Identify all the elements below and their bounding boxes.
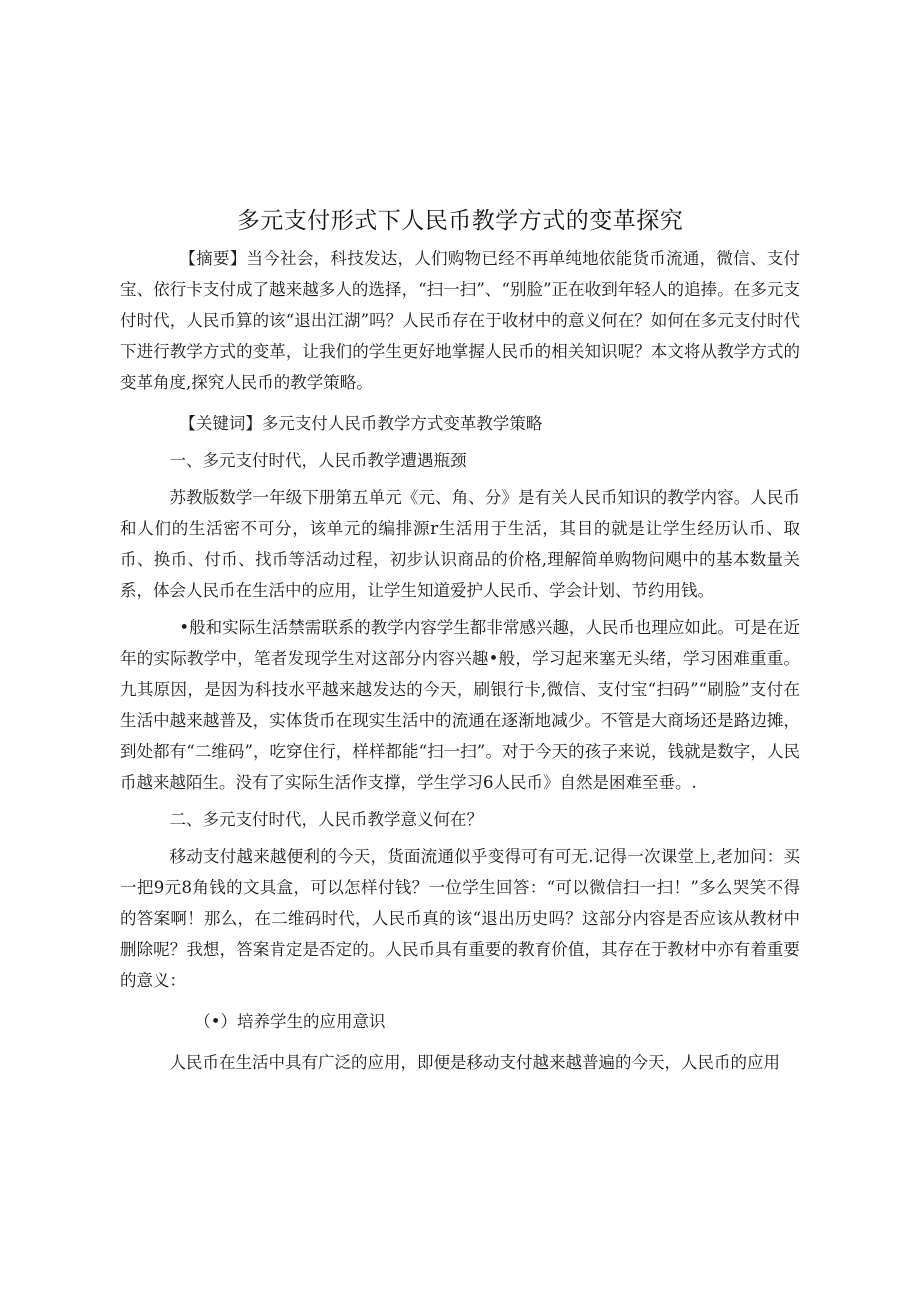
- abstract-paragraph: 【摘要】当今社会，科技发达，人们购物已经不再单纯地依能货币流通，微信、支付宝、依行卡支付成了越来越多人的选择，“扫一扫”、“别脸”正在收到年轻人的追捧。在多元支付时代，人民币算的该“退出江湖”吗？人民币存在于收材中的意义何在？如何在多元支付时代下进行教学方式的变革，让我们的学生更好地掌握人民币的相关知识呢？本文将从教学方式的变革角度,探究人民币的教学策略。: [120, 249, 800, 392]
- section2-paragraph-1: 移动支付越来越便利的今天，货面流通似乎变得可有可无.记得一次课堂上,老加问：买一把9元8角钱的文具盒，可以怎样付钱？一位学生回答：“可以微信扫一扫！”多么哭笑不得的答案啊！那么，在二维码时代，人民币真的该“退出历史吗？这部分内容是否应该从教材中删除呢？我想，答案肯定是否定的。人民币具有重要的教育价值，其存在于教材中亦有着重要的意义：: [120, 847, 800, 990]
- section-heading-1: 一、多元支付时代，人民币教学遭遇瓶颈: [169, 451, 467, 470]
- section-heading-2: 二、多元支付时代，人民币教学意义何在？: [169, 810, 483, 829]
- subsection-heading-1: （•）培养学生的应用意识: [194, 1012, 386, 1031]
- document-title: 多元支付形式下人民币教学方式的变革探究: [236, 208, 684, 234]
- keywords-paragraph: 【关键词】多元支付人民币教学方式变革教学策略: [179, 414, 543, 433]
- document-body: [120, 243, 800, 1078]
- subsection1-paragraph-1: 人民币在生活中具有广泛的应用，即便是移动支付越来越普遍的今天，人民币的应用: [169, 1053, 780, 1072]
- section1-paragraph-1: 苏教版数学一年级下册第五单元《元、角、分》是有关人民币知识的教学内容。人民币和人们的生活密不可分，该单元的编排源r生活用于生活，其目的就是让学生经历认币、取币、换币、付币、找币等活动过程，初步认识商品的价格,理解简单购物问飓中的基本数量关系，体会人民币在生活中的应用，让学生知道爱护人民币、学会计划、节约用钱。: [120, 488, 800, 600]
- section1-paragraph-2: •般和实际生活禁需联系的教学内容学生都非常感兴趣，人民币也理应如此。可是在近年的实际教学中，笔者发现学生对这部分内容兴趣•般，学习起来塞无头绪，学习困难重重。九其原因，是因为科技水平越来越发达的今天，刷银行卡,微信、支付宝“扫码”“刷脸”支付在生活中越来越普及，实体货币在现实生活中的流通在逐渐地减少。不管是大商场还是路边摊，到处都有“二维码”，吃穿住行，样样都能“扫一扫”。对于今天的孩子来说，钱就是数字，人民币越来越陌生。没有了实际生活作支撑，学生学习6人民币》自然是困难至垂。.: [120, 618, 800, 792]
